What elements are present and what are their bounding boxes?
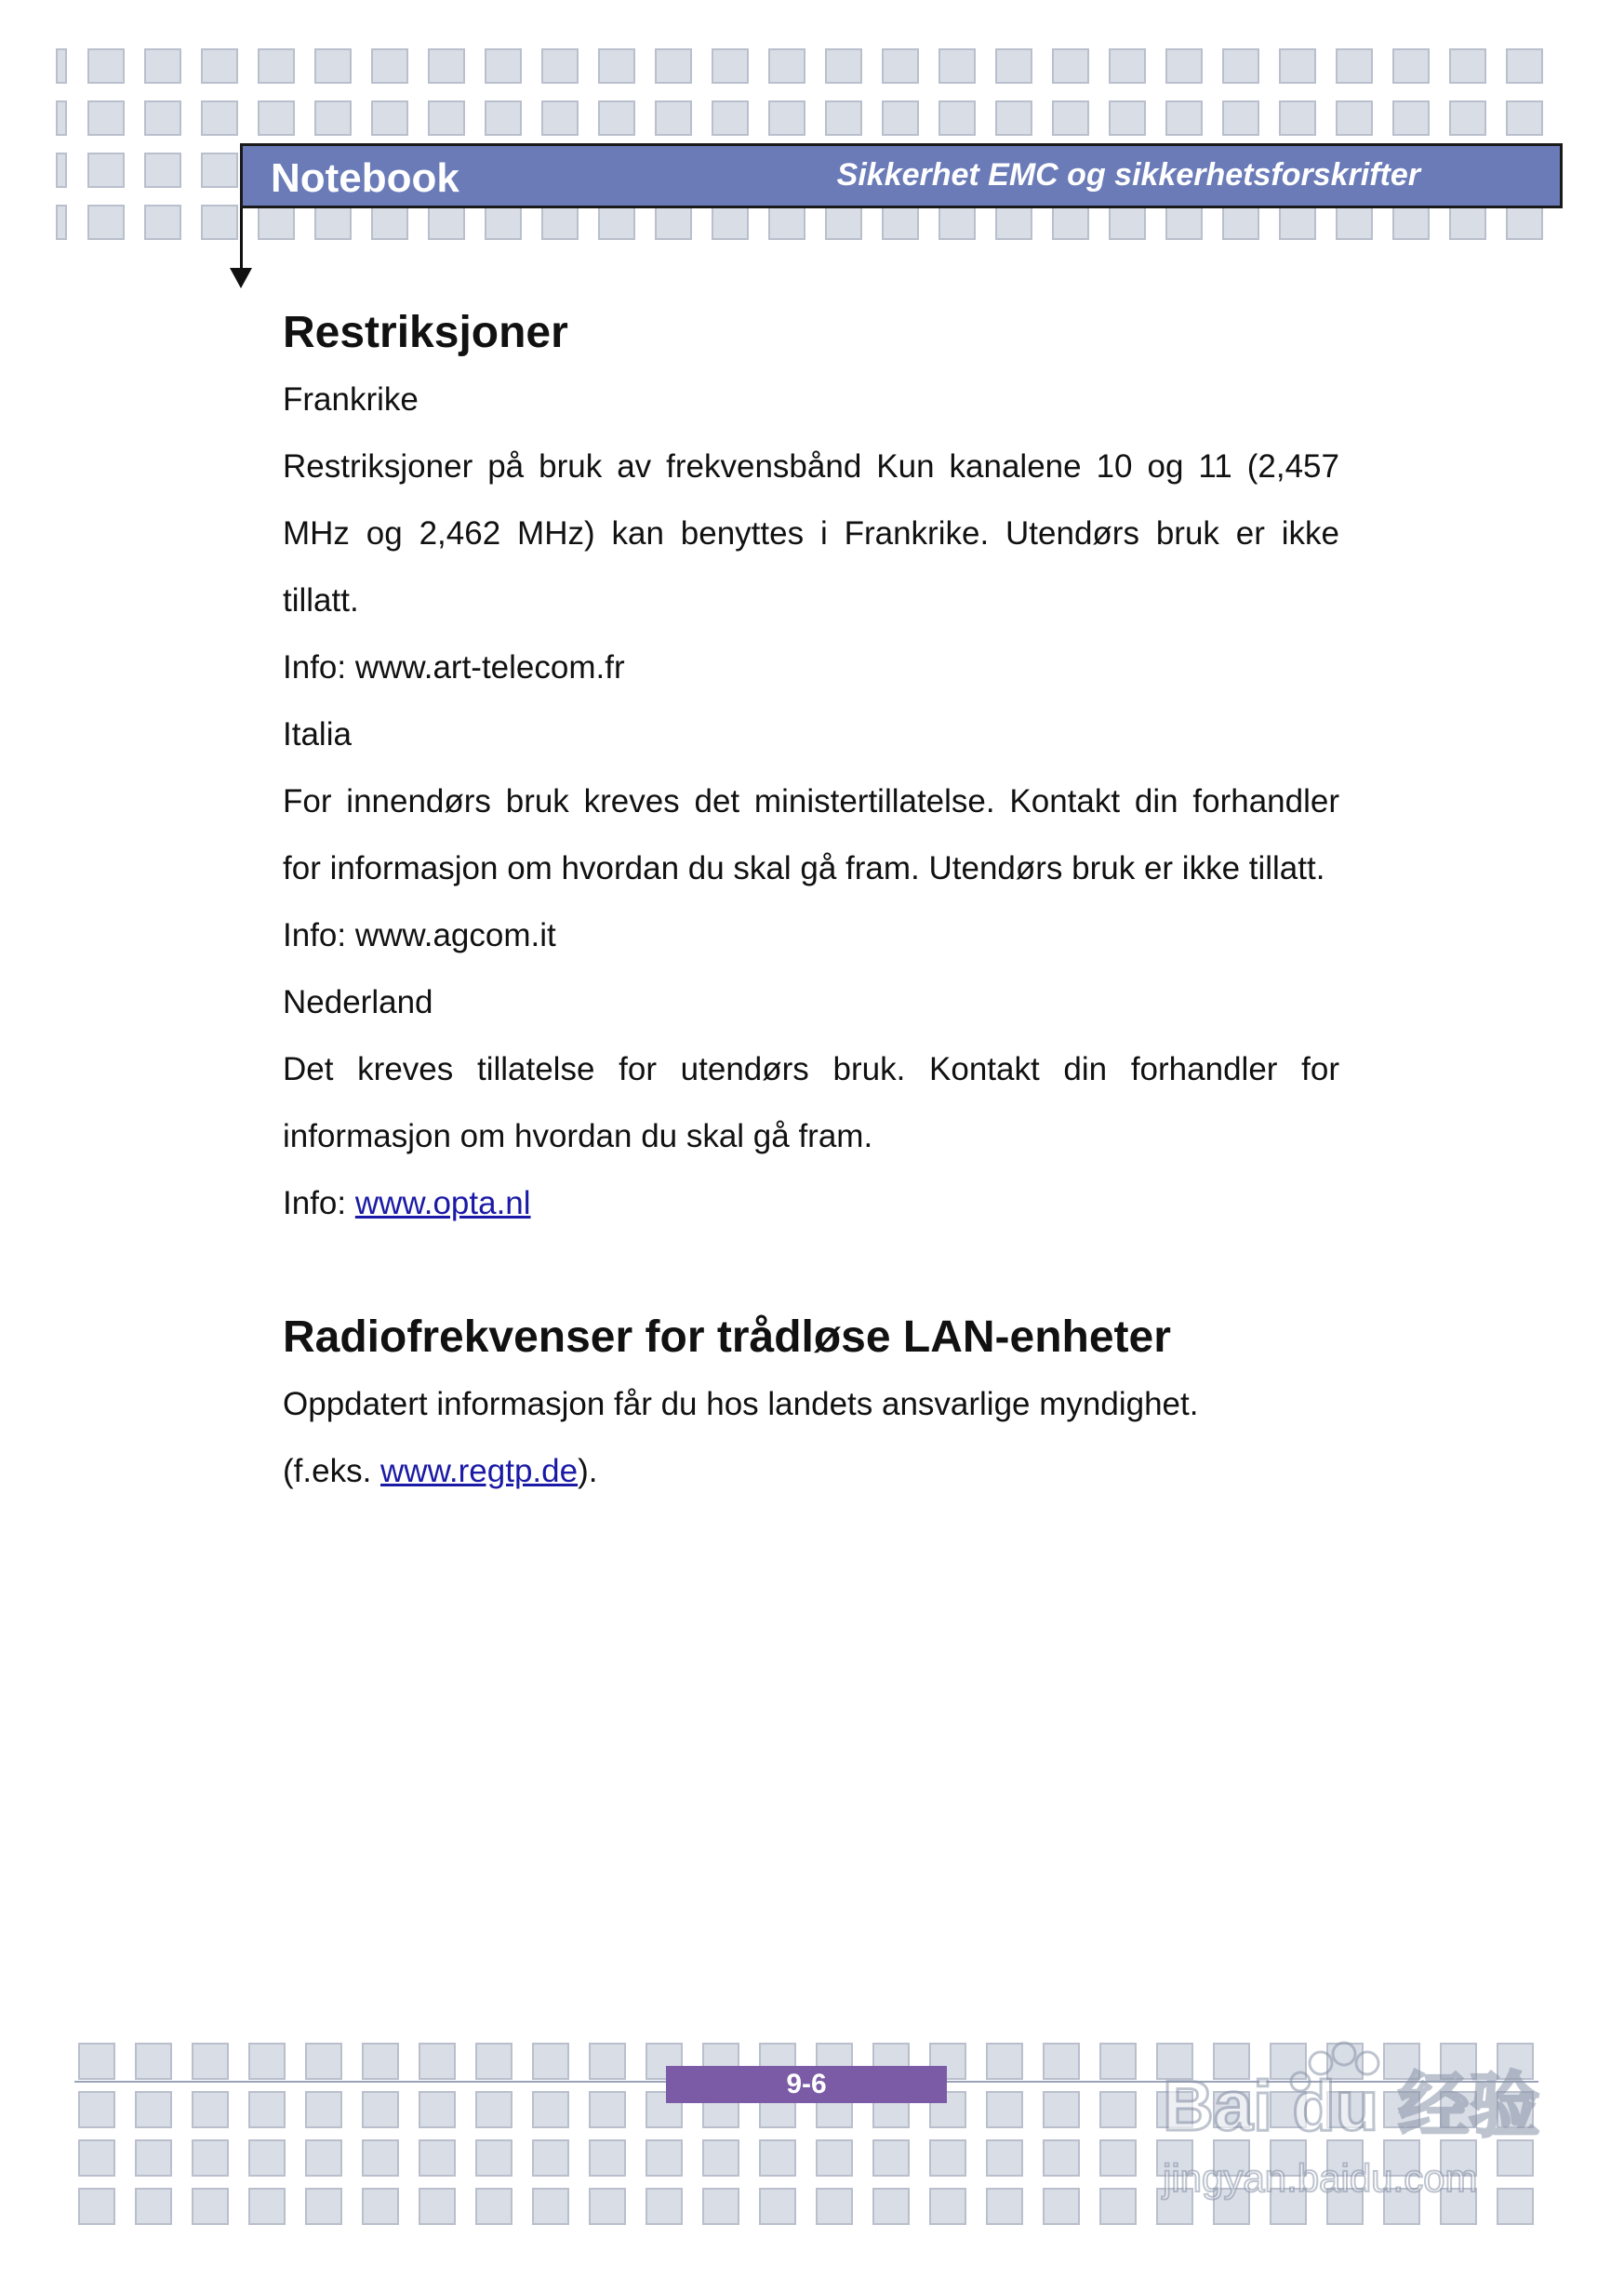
grid-square: [201, 205, 238, 240]
grid-square: [1392, 100, 1430, 136]
grid-square: [532, 2139, 569, 2177]
grid-square: [712, 205, 749, 240]
grid-square: [995, 100, 1032, 136]
watermark-url-text: jingyan.baidu.com: [1163, 2156, 1478, 2200]
grid-square: [144, 205, 181, 240]
grid-square: [759, 2139, 796, 2177]
grid-square: [1109, 205, 1146, 240]
grid-square: [258, 48, 295, 84]
radio-text: Oppdatert informasjon får du hos landets ansvarlige myndighet.: [283, 1386, 1199, 1422]
grid-square: [362, 2091, 399, 2128]
grid-row: [56, 100, 1563, 149]
italy-info: Info: www.agcom.it: [283, 917, 556, 953]
grid-square: [768, 48, 805, 84]
grid-square: [532, 2091, 569, 2128]
grid-square: [201, 48, 238, 84]
grid-square: [428, 48, 465, 84]
grid-square: [475, 2091, 512, 2128]
grid-square: [541, 48, 579, 84]
grid-square: [1165, 205, 1203, 240]
grid-square: [428, 100, 465, 136]
grid-square: [532, 2188, 569, 2225]
grid-square: [56, 100, 67, 136]
grid-square: [314, 205, 352, 240]
grid-square: [1506, 48, 1543, 84]
grid-square: [995, 205, 1032, 240]
grid-square: [144, 153, 181, 188]
grid-square: [1052, 205, 1089, 240]
grid-square: [87, 153, 125, 188]
country-netherlands: Nederland: [283, 984, 433, 1020]
grid-square: [305, 2188, 342, 2225]
grid-square: [1099, 2043, 1137, 2080]
grid-square: [929, 2139, 966, 2177]
grid-square: [485, 48, 522, 84]
grid-square: [1165, 48, 1203, 84]
grid-square: [1052, 48, 1089, 84]
grid-square: [938, 100, 976, 136]
header-product-title: Notebook: [271, 155, 459, 201]
netherlands-info: [283, 1170, 1339, 1237]
grid-square: [144, 100, 181, 136]
header-bar: [240, 143, 1563, 208]
grid-square: [305, 2139, 342, 2177]
grid-square: [655, 100, 692, 136]
grid-square: [1222, 100, 1259, 136]
grid-square: [135, 2139, 172, 2177]
grid-square: [589, 2043, 626, 2080]
grid-square: [646, 2139, 683, 2177]
grid-square: [1099, 2139, 1137, 2177]
grid-square: [1043, 2091, 1080, 2128]
grid-square: [1099, 2091, 1137, 2128]
grid-square: [589, 2091, 626, 2128]
grid-square: [702, 2188, 739, 2225]
grid-square: [1336, 48, 1373, 84]
grid-square: [135, 2043, 172, 2080]
france-text: Restriksjoner på bruk av frekvensbånd Kun kanalene 10 og 11 (2,457 MHz og 2,462 MHz) kan benyttes i Frankrike. Utendørs bruk er ikke tillatt.: [283, 448, 1339, 619]
grid-square: [589, 2188, 626, 2225]
grid-square: [192, 2043, 229, 2080]
grid-square: [825, 205, 862, 240]
grid-square: [1392, 205, 1430, 240]
grid-square: [1222, 205, 1259, 240]
grid-square: [882, 100, 919, 136]
grid-square: [938, 48, 976, 84]
header-chapter-title: Sikkerhet EMC og sikkerhetsforskrifter: [836, 157, 1420, 193]
grid-square: [419, 2188, 456, 2225]
grid-square: [87, 48, 125, 84]
grid-square: [702, 2139, 739, 2177]
grid-square: [768, 205, 805, 240]
grid-square: [589, 2139, 626, 2177]
grid-square: [1052, 100, 1089, 136]
grid-square: [78, 2188, 115, 2225]
grid-square: [712, 48, 749, 84]
grid-square: [371, 100, 408, 136]
grid-square: [1449, 205, 1486, 240]
grid-square: [371, 205, 408, 240]
grid-square: [305, 2091, 342, 2128]
grid-square: [1506, 205, 1543, 240]
grid-square: [825, 48, 862, 84]
grid-square: [1099, 2188, 1137, 2225]
grid-square: [201, 153, 238, 188]
grid-square: [201, 100, 238, 136]
france-info: Info: www.art-telecom.fr: [283, 649, 625, 686]
grid-square: [362, 2139, 399, 2177]
grid-square: [1279, 205, 1316, 240]
regtp-link[interactable]: www.regtp.de: [380, 1453, 579, 1489]
grid-square: [475, 2043, 512, 2080]
grid-square: [872, 2188, 910, 2225]
watermark-brand-text: Bai du 经验: [1163, 2067, 1540, 2146]
grid-square: [986, 2139, 1023, 2177]
section-title-restrictions: Restriksjoner: [283, 308, 568, 357]
grid-square: [882, 205, 919, 240]
grid-square: [1449, 48, 1486, 84]
grid-square: [485, 205, 522, 240]
grid-square: [1506, 100, 1543, 136]
radio-example: [283, 1438, 1339, 1505]
country-italy: Italia: [283, 716, 352, 753]
grid-square: [56, 153, 67, 188]
grid-square: [248, 2043, 286, 2080]
grid-square: [929, 2188, 966, 2225]
grid-square: [314, 48, 352, 84]
grid-square: [646, 2188, 683, 2225]
grid-square: [1043, 2139, 1080, 2177]
grid-square: [419, 2043, 456, 2080]
grid-square: [759, 2188, 796, 2225]
grid-square: [995, 48, 1032, 84]
grid-square: [598, 100, 635, 136]
grid-square: [882, 48, 919, 84]
grid-square: [541, 100, 579, 136]
baidu-watermark-logo: [1153, 2028, 1544, 2214]
grid-square: [78, 2139, 115, 2177]
section-gap: [283, 1237, 1339, 1304]
grid-square: [144, 48, 181, 84]
grid-square: [872, 2139, 910, 2177]
grid-square: [475, 2139, 512, 2177]
arrow-line: [240, 208, 243, 270]
grid-square: [135, 2091, 172, 2128]
grid-square: [712, 100, 749, 136]
grid-square: [938, 205, 976, 240]
grid-square: [1336, 205, 1373, 240]
grid-square: [1109, 48, 1146, 84]
radio-example-suffix: ).: [578, 1453, 598, 1489]
grid-square: [56, 205, 67, 240]
grid-square: [362, 2043, 399, 2080]
grid-square: [248, 2188, 286, 2225]
grid-square: [598, 205, 635, 240]
grid-square: [825, 100, 862, 136]
grid-square: [1392, 48, 1430, 84]
grid-square: [1222, 48, 1259, 84]
grid-square: [419, 2091, 456, 2128]
grid-square: [258, 205, 295, 240]
grid-square: [1279, 48, 1316, 84]
page-number: 9-6: [666, 2066, 947, 2103]
radio-example-prefix: (f.eks.: [283, 1453, 381, 1489]
grid-square: [485, 100, 522, 136]
grid-square: [1449, 100, 1486, 136]
grid-square: [1165, 100, 1203, 136]
grid-square: [598, 48, 635, 84]
grid-square: [428, 205, 465, 240]
grid-square: [192, 2091, 229, 2128]
grid-square: [419, 2139, 456, 2177]
grid-square: [314, 100, 352, 136]
grid-square: [78, 2043, 115, 2080]
grid-square: [541, 205, 579, 240]
grid-square: [816, 2188, 853, 2225]
grid-square: [87, 100, 125, 136]
grid-square: [1043, 2043, 1080, 2080]
grid-square: [768, 100, 805, 136]
netherlands-info-prefix: Info:: [283, 1185, 355, 1221]
grid-square: [192, 2188, 229, 2225]
section-title-radio-frequencies: Radiofrekvenser for trådløse LAN-enheter: [283, 1312, 1171, 1362]
page-content: [283, 300, 1339, 1505]
grid-square: [305, 2043, 342, 2080]
grid-square: [1279, 100, 1316, 136]
grid-square: [56, 48, 67, 84]
grid-square: [532, 2043, 569, 2080]
grid-square: [1109, 100, 1146, 136]
grid-square: [1043, 2188, 1080, 2225]
grid-square: [1336, 100, 1373, 136]
opta-link[interactable]: www.opta.nl: [354, 1185, 531, 1221]
grid-square: [78, 2091, 115, 2128]
grid-square: [371, 48, 408, 84]
grid-square: [986, 2043, 1023, 2080]
grid-square: [258, 100, 295, 136]
grid-square: [192, 2139, 229, 2177]
grid-square: [655, 48, 692, 84]
grid-square: [248, 2091, 286, 2128]
italy-text: For innendørs bruk kreves det ministertillatelse. Kontakt din forhandler for informasjon om hvordan du skal gå fram. Utendørs bruk er ikke tillatt.: [283, 783, 1339, 886]
grid-square: [135, 2188, 172, 2225]
grid-square: [87, 205, 125, 240]
grid-square: [986, 2188, 1023, 2225]
grid-row: [56, 205, 1563, 253]
netherlands-text: Det kreves tillatelse for utendørs bruk. Kontakt din forhandler for informasjon om hvordan du skal gå fram.: [283, 1051, 1339, 1154]
grid-row: [56, 48, 1563, 97]
country-france: Frankrike: [283, 381, 419, 418]
grid-square: [986, 2091, 1023, 2128]
grid-square: [248, 2139, 286, 2177]
arrow-down-icon: [230, 268, 252, 288]
grid-square: [816, 2139, 853, 2177]
grid-square: [655, 205, 692, 240]
grid-square: [475, 2188, 512, 2225]
grid-square: [362, 2188, 399, 2225]
